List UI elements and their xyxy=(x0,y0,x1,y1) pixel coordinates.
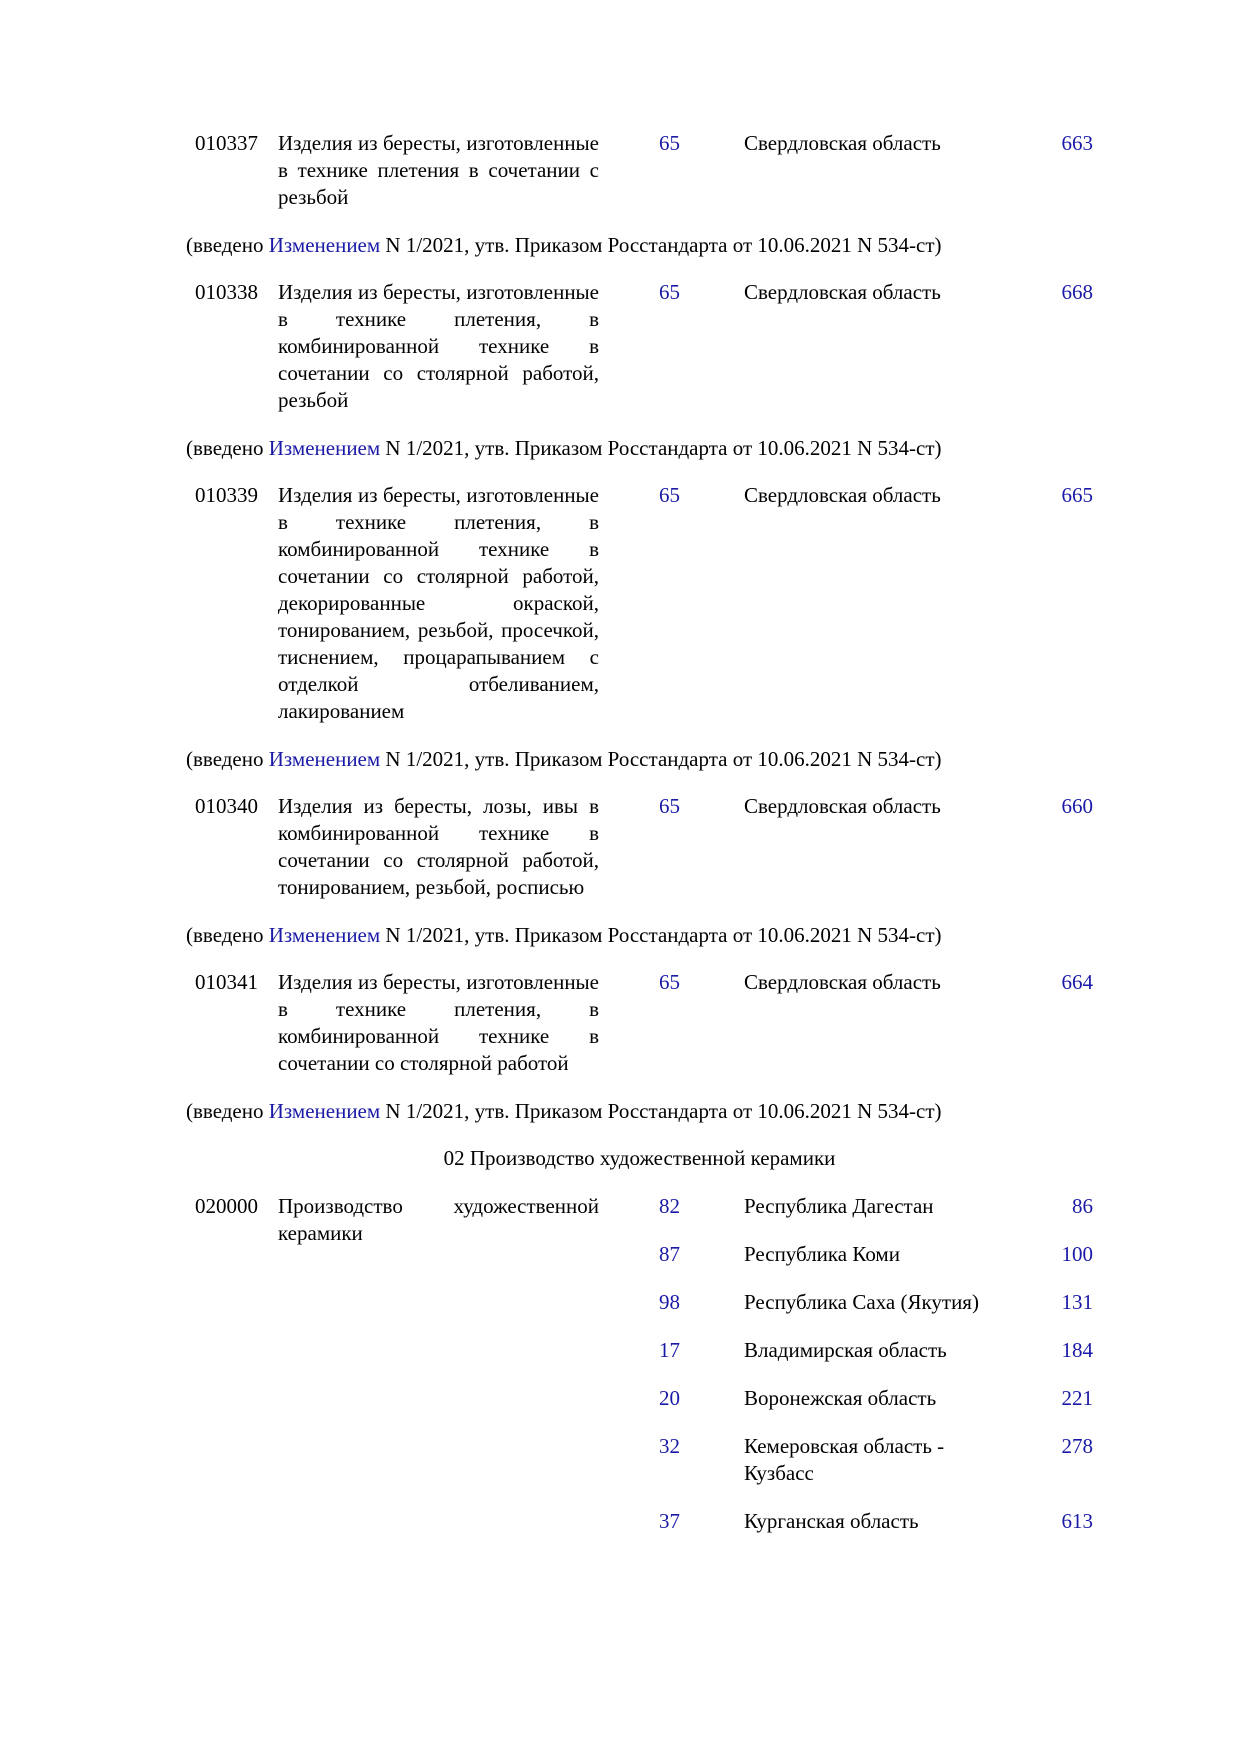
region-row xyxy=(659,1385,1093,1412)
region-code-link[interactable]: 278 xyxy=(1061,1434,1093,1458)
classification-code: 020000 xyxy=(195,1194,258,1218)
document-content xyxy=(186,130,1093,1556)
region-code-link[interactable]: 664 xyxy=(1061,970,1093,994)
product-description: Изделия из бересты, изготовленные в технике плетения в сочетании с резьбой xyxy=(278,131,599,209)
region-name: Свердловская область xyxy=(744,280,941,304)
table-row xyxy=(186,793,1093,901)
page-link[interactable]: 20 xyxy=(659,1386,680,1410)
classification-code: 010339 xyxy=(195,483,258,507)
region-name: Курганская область xyxy=(744,1509,919,1533)
region-name: Воронежская область xyxy=(744,1386,937,1410)
region-name: Свердловская область xyxy=(744,483,941,507)
region-name: Свердловская область xyxy=(744,970,941,994)
section-heading: 02 Производство художественной керамики xyxy=(443,1146,836,1170)
region-name: Владимирская область xyxy=(744,1338,947,1362)
classification-code: 010341 xyxy=(195,970,258,994)
region-row xyxy=(659,969,1093,996)
region-code-link[interactable]: 131 xyxy=(1061,1290,1093,1314)
amendment-link[interactable]: Изменением xyxy=(268,747,381,771)
amendment-note xyxy=(186,746,1093,773)
note-suffix: N 1/2021, утв. Приказом Росстандарта от 10.06.2021 N 534-ст) xyxy=(380,233,942,257)
region-name: Свердловская область xyxy=(744,131,941,155)
region-code-link[interactable]: 184 xyxy=(1061,1338,1093,1362)
region-list xyxy=(659,1193,1093,1535)
region-code-link[interactable]: 86 xyxy=(1072,1194,1093,1218)
note-suffix: N 1/2021, утв. Приказом Росстандарта от 10.06.2021 N 534-ст) xyxy=(380,436,942,460)
product-description: Производство художественной керамики xyxy=(278,1194,599,1245)
region-row xyxy=(659,130,1093,157)
amendment-note xyxy=(186,922,1093,949)
product-description: Изделия из бересты, изготовленные в технике плетения, в комбинированной технике в сочетании со столярной работой, резьбой xyxy=(278,280,599,412)
region-list xyxy=(659,130,1093,211)
region-list xyxy=(659,793,1093,901)
note-prefix: (введено xyxy=(186,436,269,460)
amendment-note xyxy=(186,435,1093,462)
region-row xyxy=(659,1508,1093,1535)
amendment-link[interactable]: Изменением xyxy=(268,233,381,257)
region-row xyxy=(659,793,1093,820)
page-link[interactable]: 98 xyxy=(659,1290,680,1314)
region-list xyxy=(659,279,1093,414)
page-link[interactable]: 65 xyxy=(659,131,680,155)
region-code-link[interactable]: 663 xyxy=(1061,131,1093,155)
region-code-link[interactable]: 665 xyxy=(1061,483,1093,507)
region-row xyxy=(659,279,1093,306)
page-link[interactable]: 65 xyxy=(659,794,680,818)
note-prefix: (введено xyxy=(186,1099,269,1123)
product-description: Изделия из бересты, лозы, ивы в комбинированной технике в сочетании со столярной работой, тонированием, резьбой, росписью xyxy=(278,794,599,899)
region-name: Республика Дагестан xyxy=(744,1194,934,1218)
page-link[interactable]: 65 xyxy=(659,280,680,304)
classification-code: 010338 xyxy=(195,280,258,304)
page-link[interactable]: 32 xyxy=(659,1434,680,1458)
region-row xyxy=(659,1193,1093,1220)
region-code-link[interactable]: 100 xyxy=(1061,1242,1093,1266)
note-suffix: N 1/2021, утв. Приказом Росстандарта от 10.06.2021 N 534-ст) xyxy=(380,923,942,947)
region-row xyxy=(659,1289,1093,1316)
page-link[interactable]: 37 xyxy=(659,1509,680,1533)
page-link[interactable]: 65 xyxy=(659,970,680,994)
product-description: Изделия из бересты, изготовленные в технике плетения, в комбинированной технике в сочетании со столярной работой, декорированные окраской, тонированием, резьбой, просечкой, тиснением, процарапыванием с отделкой отбеливанием, лакированием xyxy=(278,483,599,723)
region-list xyxy=(659,482,1093,725)
region-row xyxy=(659,482,1093,509)
amendment-note xyxy=(186,1098,1093,1125)
note-prefix: (введено xyxy=(186,747,269,771)
note-prefix: (введено xyxy=(186,923,269,947)
classification-code: 010337 xyxy=(195,131,258,155)
amendment-link[interactable]: Изменением xyxy=(268,1099,381,1123)
amendment-link[interactable]: Изменением xyxy=(268,436,381,460)
table-row xyxy=(186,1193,1093,1535)
region-name: Кемеровская область - Кузбасс xyxy=(744,1434,945,1485)
page-link[interactable]: 87 xyxy=(659,1242,680,1266)
table-row xyxy=(186,969,1093,1077)
region-code-link[interactable]: 668 xyxy=(1061,280,1093,304)
region-code-link[interactable]: 660 xyxy=(1061,794,1093,818)
product-description: Изделия из бересты, изготовленные в технике плетения, в комбинированной технике в сочетании со столярной работой xyxy=(278,970,599,1075)
page-link[interactable]: 17 xyxy=(659,1338,680,1362)
page-link[interactable]: 82 xyxy=(659,1194,680,1218)
region-row xyxy=(659,1337,1093,1364)
region-row xyxy=(659,1241,1093,1268)
table-row xyxy=(186,130,1093,211)
table-row xyxy=(186,279,1093,414)
amendment-note xyxy=(186,232,1093,259)
region-code-link[interactable]: 613 xyxy=(1061,1509,1093,1533)
page-link[interactable]: 65 xyxy=(659,483,680,507)
region-name: Республика Саха (Якутия) xyxy=(744,1290,979,1314)
table-row xyxy=(186,482,1093,725)
note-suffix: N 1/2021, утв. Приказом Росстандарта от 10.06.2021 N 534-ст) xyxy=(380,747,942,771)
region-row xyxy=(659,1433,1093,1487)
region-code-link[interactable]: 221 xyxy=(1061,1386,1093,1410)
region-name: Свердловская область xyxy=(744,794,941,818)
note-prefix: (введено xyxy=(186,233,269,257)
amendment-link[interactable]: Изменением xyxy=(268,923,381,947)
classification-code: 010340 xyxy=(195,794,258,818)
note-suffix: N 1/2021, утв. Приказом Росстандарта от 10.06.2021 N 534-ст) xyxy=(380,1099,942,1123)
region-list xyxy=(659,969,1093,1077)
region-name: Республика Коми xyxy=(744,1242,900,1266)
